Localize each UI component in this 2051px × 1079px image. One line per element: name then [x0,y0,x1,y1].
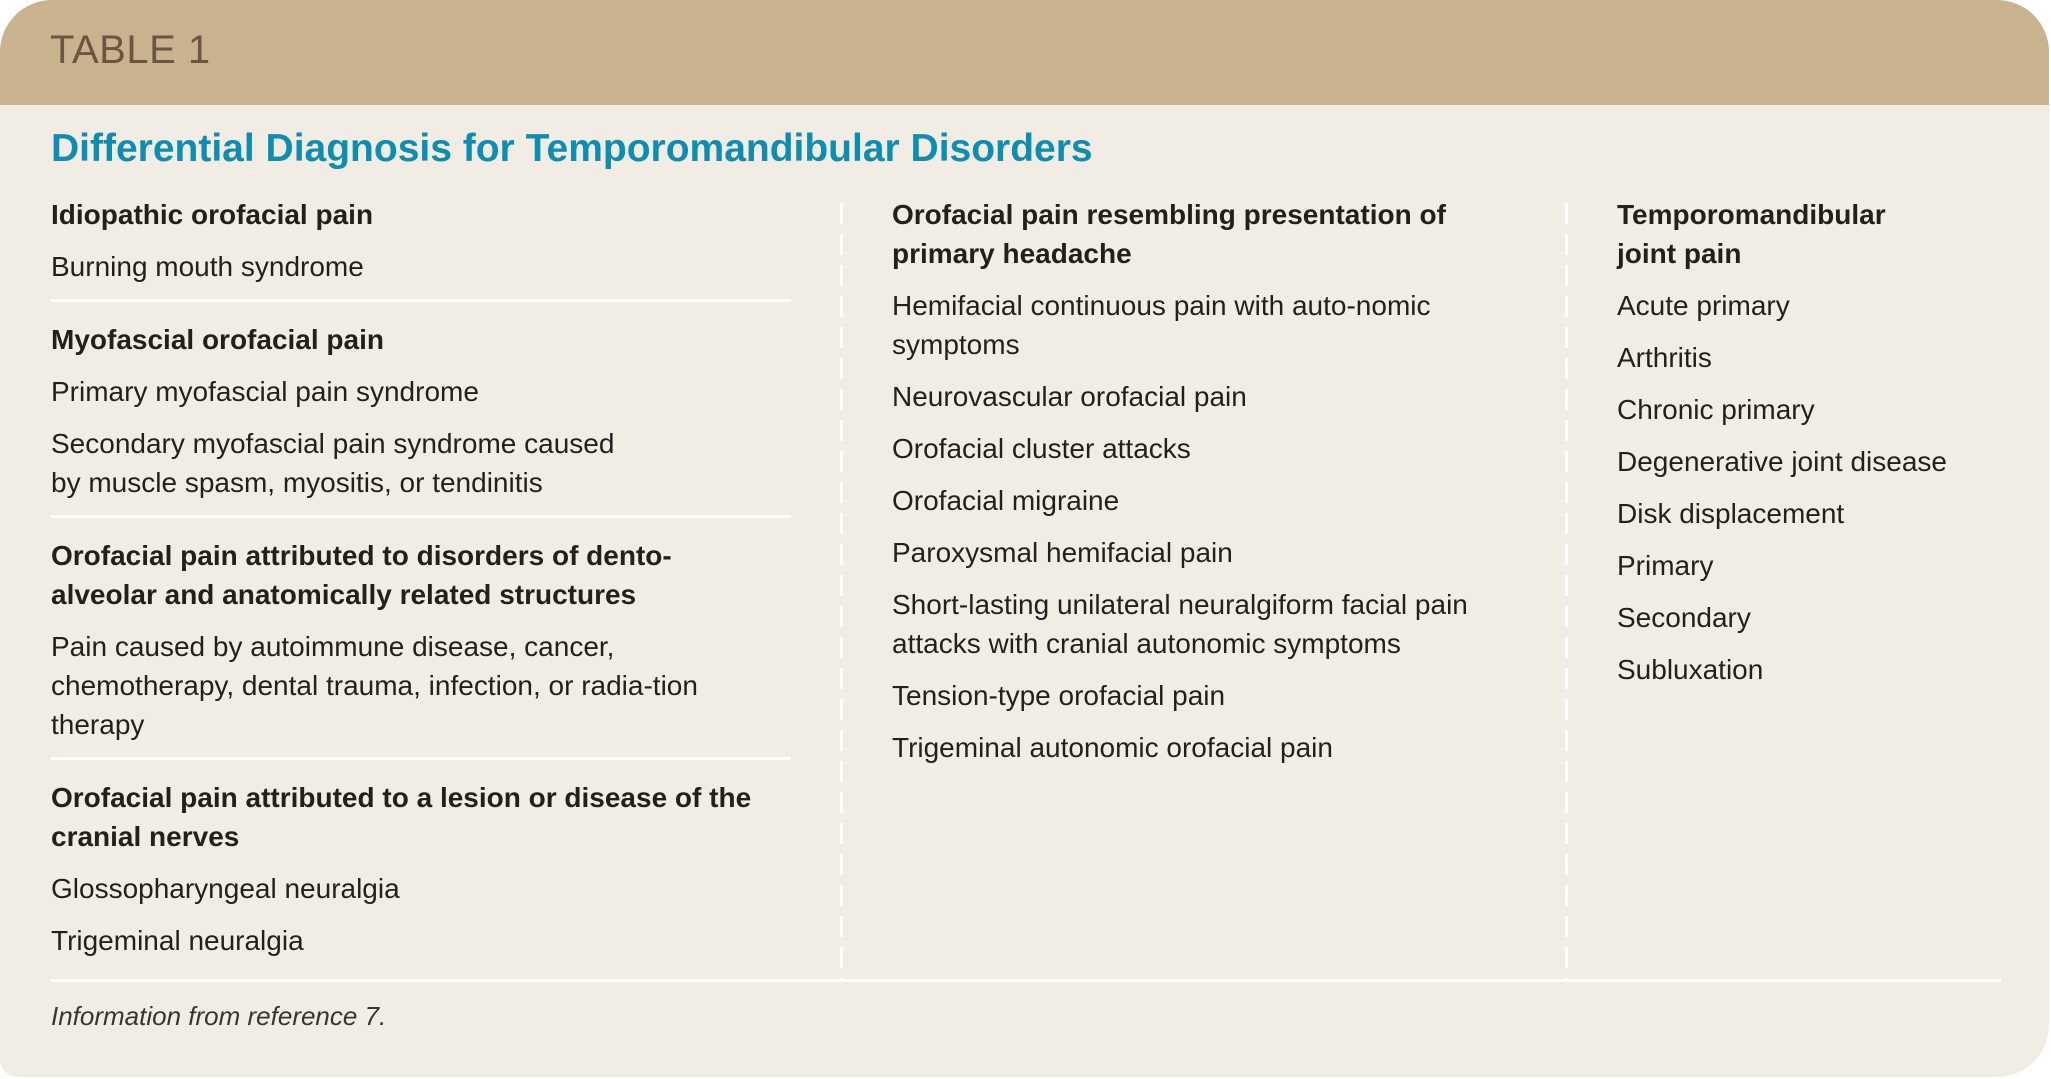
list-item: Acute primary [1617,290,1790,321]
list-item: Secondary myofascial pain syndrome caused by muscle spasm, myositis, or tendinitis [51,428,615,498]
list-item: Paroxysmal hemifacial pain [892,537,1233,568]
table-bottom-rule [51,979,2001,982]
section-heading: Orofacial pain attributed to disorders of dento-alveolar and anatomically related structures [51,540,672,610]
list-item: Trigeminal autonomic orofacial pain [892,732,1333,763]
footnote: Information from reference 7. [51,1001,387,1031]
table-number-label: TABLE 1 [50,28,211,72]
section-heading: Orofacial pain attributed to a lesion or disease of the cranial nerves [51,782,752,852]
column-1 [51,195,791,960]
list-item: Primary myofascial pain syndrome [51,376,479,407]
list-item: Glossopharyngeal neuralgia [51,873,400,904]
list-item: Burning mouth syndrome [51,251,364,282]
table-header-bar [0,0,2049,105]
list-item: Disk displacement [1617,498,1845,529]
list-item: Orofacial migraine [892,485,1120,516]
list-item: Degenerative joint disease [1617,446,1947,477]
section-divider [51,757,791,760]
column-2 [892,195,1532,767]
list-item: Neurovascular orofacial pain [892,381,1247,412]
section-divider [51,515,791,518]
list-item: Pain caused by autoimmune disease, cancer, chemotherapy, dental trauma, infection, or radia-tion therapy [51,631,698,740]
list-item: Primary [1617,550,1714,581]
list-item: Arthritis [1617,342,1712,373]
list-item: Secondary [1617,602,1751,633]
list-item: Tension-type orofacial pain [892,680,1226,711]
section-heading: Temporomandibular joint pain [1617,199,1886,269]
column-divider [1565,203,1568,981]
list-item: Orofacial cluster attacks [892,433,1191,464]
list-item: Chronic primary [1617,394,1815,425]
list-item: Hemifacial continuous pain with auto-nomic symptoms [892,290,1431,360]
list-item: Subluxation [1617,654,1764,685]
column-3 [1617,195,2017,689]
table-title: Differential Diagnosis for Temporomandibular Disorders [51,127,1093,170]
section-divider [51,299,791,302]
section-heading: Orofacial pain resembling presentation of primary headache [892,199,1446,269]
section-heading: Myofascial orofacial pain [51,324,384,355]
column-divider [840,203,843,981]
list-item: Trigeminal neuralgia [51,925,304,956]
section-heading: Idiopathic orofacial pain [51,199,374,230]
list-item: Short-lasting unilateral neuralgiform facial pain attacks with cranial autonomic symptoms [892,589,1468,659]
